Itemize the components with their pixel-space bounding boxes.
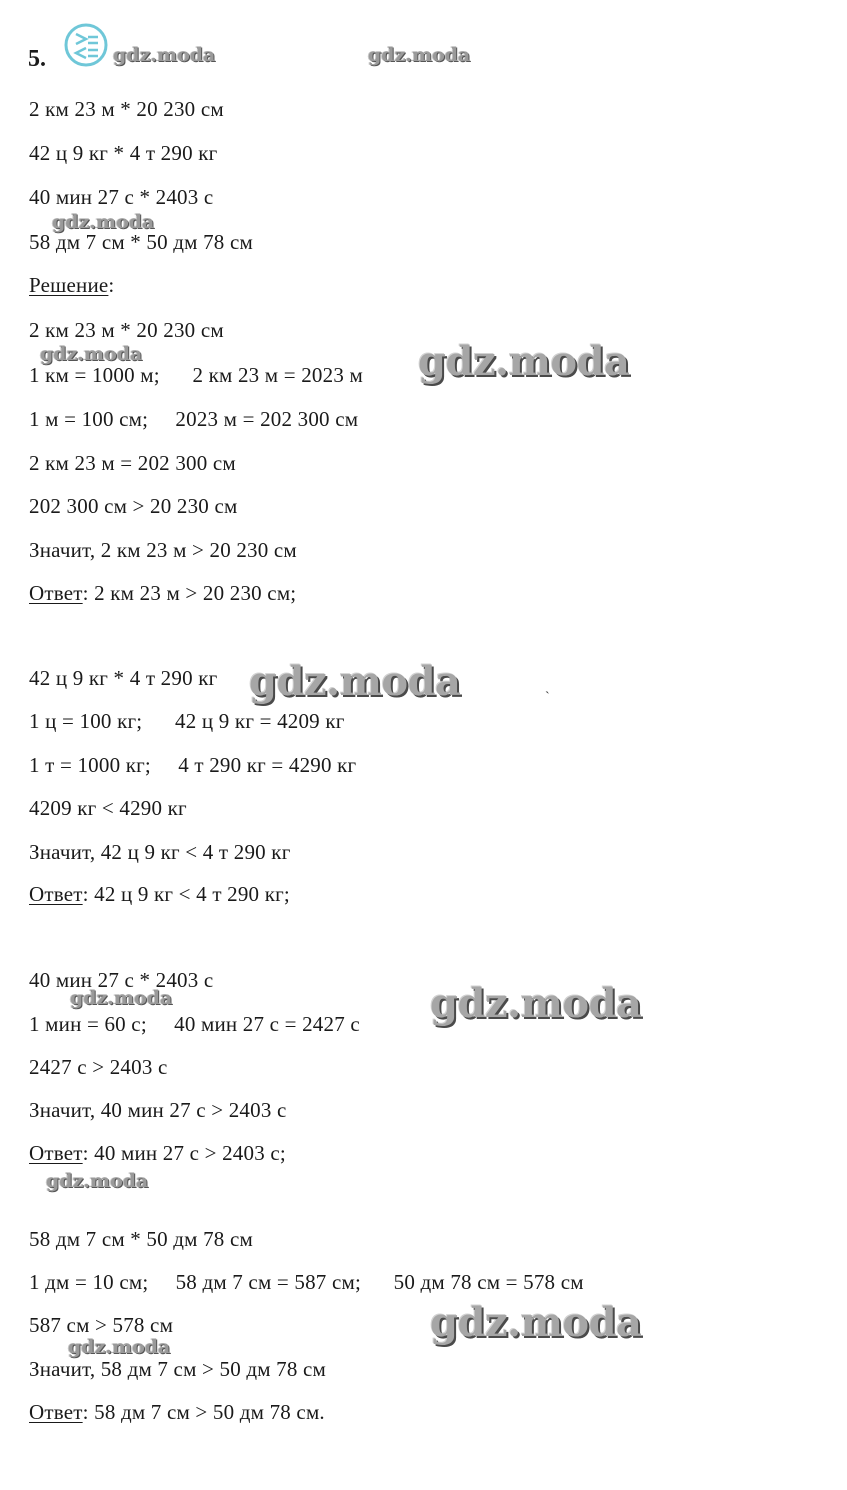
problem-4: 58 дм 7 см * 50 дм 78 см (29, 230, 253, 254)
compare-arrows-icon (62, 22, 110, 68)
task-number: 5. (28, 46, 46, 72)
watermark-11: gdz.moda (68, 1336, 171, 1358)
watermark-7: gdz.moda (70, 987, 173, 1009)
s1-answer-text: : 2 км 23 м > 20 230 см; (82, 581, 297, 605)
s3-answer-text: : 40 мин 27 с > 2403 с; (82, 1141, 286, 1165)
s2-line-4: Значит, 42 ц 9 кг < 4 т 290 кг (29, 840, 291, 864)
s1-problem: 2 км 23 м * 20 230 см (29, 318, 224, 342)
s3-line-1: 1 мин = 60 с; 40 мин 27 с = 2427 с (29, 1012, 360, 1036)
s1-answer-label: Ответ (29, 581, 83, 605)
s1-line-3: 2 км 23 м = 202 300 см (29, 451, 236, 475)
s4-line-2: 587 см > 578 см (29, 1313, 174, 1337)
watermark-2: gdz.moda (368, 44, 471, 66)
s2-answer (29, 882, 290, 906)
solution-heading-text: Решение (29, 273, 109, 297)
s2-line-2: 1 т = 1000 кг; 4 т 290 кг = 4290 кг (29, 753, 357, 777)
watermark-8: gdz.moda (430, 980, 642, 1027)
s2-line-1: 1 ц = 100 кг; 42 ц 9 кг = 4209 кг (29, 709, 345, 733)
watermark-3: gdz.moda (52, 211, 155, 233)
s2-answer-text: : 42 ц 9 кг < 4 т 290 кг; (82, 882, 290, 906)
watermark-5: gdz.moda (418, 338, 630, 385)
s4-line-1: 1 дм = 10 см; 58 дм 7 см = 587 см; 50 дм 78 см = 578 см (29, 1270, 584, 1294)
s1-line-2: 1 м = 100 см; 2023 м = 202 300 см (29, 407, 359, 431)
problem-3: 40 мин 27 с * 2403 с (29, 185, 214, 209)
s2-answer-label: Ответ (29, 882, 83, 906)
s3-problem: 40 мин 27 с * 2403 с (29, 968, 214, 992)
solution-heading-colon: : (108, 273, 115, 297)
s3-answer-label: Ответ (29, 1141, 83, 1165)
s4-problem: 58 дм 7 см * 50 дм 78 см (29, 1227, 253, 1251)
solution-heading (29, 273, 114, 297)
s1-line-5: Значит, 2 км 23 м > 20 230 см (29, 538, 297, 562)
watermark-6: gdz.moda (249, 658, 461, 705)
s2-line-3: 4209 кг < 4290 кг (29, 796, 187, 820)
s3-line-3: Значит, 40 мин 27 с > 2403 с (29, 1098, 287, 1122)
s1-line-1: 1 км = 1000 м; 2 км 23 м = 2023 м (29, 363, 363, 387)
problem-2: 42 ц 9 кг * 4 т 290 кг (29, 141, 218, 165)
problem-1: 2 км 23 м * 20 230 см (29, 97, 224, 121)
s1-line-4: 202 300 см > 20 230 см (29, 494, 238, 518)
watermark-9: gdz.moda (46, 1170, 149, 1192)
s1-answer (29, 581, 296, 605)
watermark-1: gdz.moda (113, 44, 216, 66)
s4-answer-label: Ответ (29, 1400, 83, 1424)
watermark-10: gdz.moda (430, 1299, 642, 1346)
s4-answer (29, 1400, 325, 1424)
s2-problem: 42 ц 9 кг * 4 т 290 кг (29, 666, 218, 690)
s4-line-3: Значит, 58 дм 7 см > 50 дм 78 см (29, 1357, 327, 1381)
s3-answer (29, 1141, 286, 1165)
s3-line-2: 2427 с > 2403 с (29, 1055, 168, 1079)
watermark-4: gdz.moda (40, 343, 143, 365)
scan-speck: ` (545, 690, 550, 705)
s4-answer-text: : 58 дм 7 см > 50 дм 78 см. (82, 1400, 325, 1424)
